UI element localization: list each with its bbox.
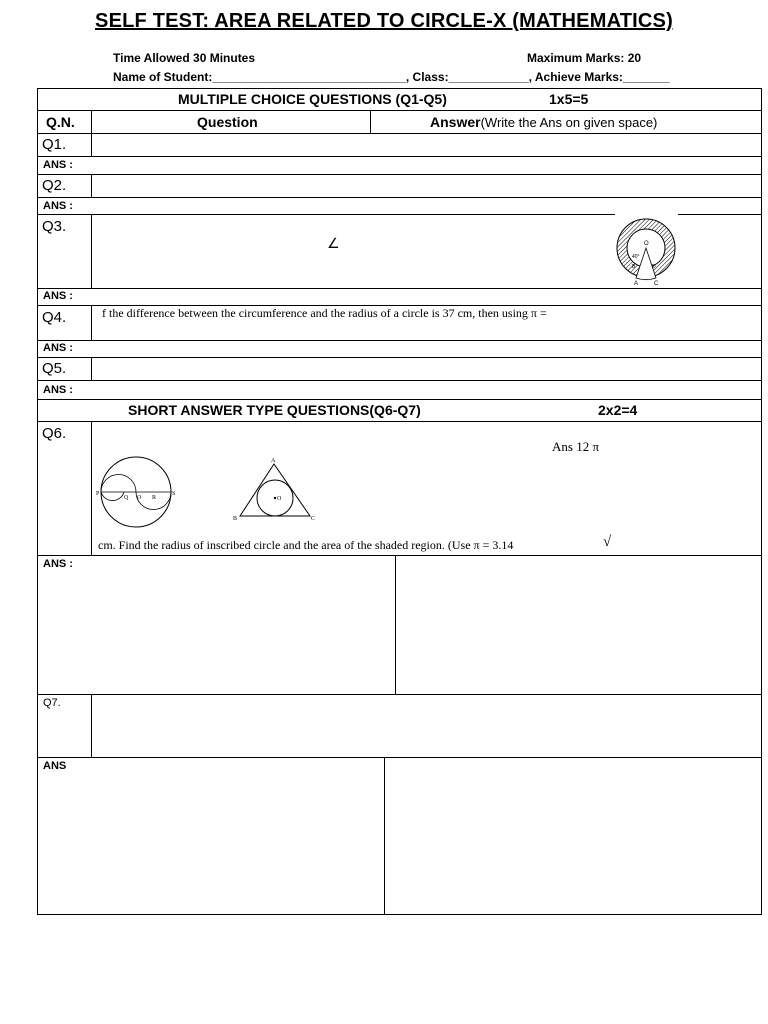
q6-fig1-label-q: Q: [124, 495, 129, 501]
q6-label: Q6.: [42, 425, 67, 442]
q6-fig1-label-o: O: [137, 495, 142, 501]
q6-fig2-label-a: A: [271, 458, 276, 464]
q2-ans-label: ANS :: [43, 200, 73, 212]
q3-fig-label-o: O: [644, 241, 649, 247]
q6-fig2-label-c: C: [311, 516, 316, 522]
column-answer-label: Answer: [430, 114, 481, 130]
q6-ans-label: ANS :: [43, 558, 73, 570]
mcq-heading: MULTIPLE CHOICE QUESTIONS (Q1-Q5): [178, 91, 447, 107]
q2-label: Q2.: [42, 177, 67, 194]
column-qn: Q.N.: [46, 114, 75, 130]
q4-label: Q4.: [42, 309, 67, 326]
q6-fig2-label-o: O: [277, 496, 282, 502]
q1-label: Q1.: [42, 136, 67, 153]
q6-fig1-label-s: S: [172, 491, 176, 497]
q6-sqrt-symbol: √: [603, 534, 612, 550]
q7-ans-label: ANS: [43, 760, 67, 772]
q6-semicircle-figure: [96, 452, 182, 532]
q6-fig1-label-p: P: [96, 491, 100, 497]
q3-fig-label-b: B: [632, 264, 636, 270]
q1-ans-label: ANS :: [43, 159, 73, 171]
q3-fig-label-a: A: [634, 281, 639, 287]
q3-fig-angle: 40°: [632, 254, 640, 260]
q4-ans-label: ANS :: [43, 342, 73, 354]
column-answer-note: (Write the Ans on given space): [480, 115, 658, 130]
q6-triangle-figure: [230, 456, 322, 522]
mcq-marks: 1x5=5: [549, 91, 589, 107]
q6-fig1-label-r: R: [152, 495, 157, 501]
q3-label: Q3.: [42, 218, 67, 235]
q3-angle-symbol: ∠: [327, 237, 340, 252]
saq-heading: SHORT ANSWER TYPE QUESTIONS(Q6-Q7): [128, 402, 421, 418]
q3-ans-label: ANS :: [43, 290, 73, 302]
q3-annulus-figure: [610, 216, 682, 288]
column-answer: [430, 114, 657, 130]
q6-answer-hint: Ans 12 π: [552, 439, 600, 454]
saq-marks: 2x2=4: [598, 402, 638, 418]
student-info-line: Name of Student:_____________________________, Class:____________, Achieve Marks:_______: [113, 70, 670, 84]
q5-ans-label: ANS :: [43, 384, 73, 396]
page-title: SELF TEST: AREA RELATED TO CIRCLE-X (MATHEMATICS): [95, 10, 673, 32]
column-question: Question: [197, 114, 258, 130]
maximum-marks: Maximum Marks: 20: [527, 51, 642, 65]
q6-fig2-label-b: B: [233, 516, 238, 522]
q5-label: Q5.: [42, 360, 67, 377]
q3-fig-label-d: D: [652, 264, 656, 270]
q3-fig-label-c: C: [654, 281, 659, 287]
q4-question-text: f the difference between the circumference and the radius of a circle is 37 cm, then using π =: [102, 306, 547, 320]
time-allowed: Time Allowed 30 Minutes: [113, 51, 256, 65]
q7-label: Q7.: [43, 697, 61, 709]
q6-question-text: cm. Find the radius of inscribed circle and the area of the shaded region. (Use π = 3.14: [98, 538, 514, 552]
